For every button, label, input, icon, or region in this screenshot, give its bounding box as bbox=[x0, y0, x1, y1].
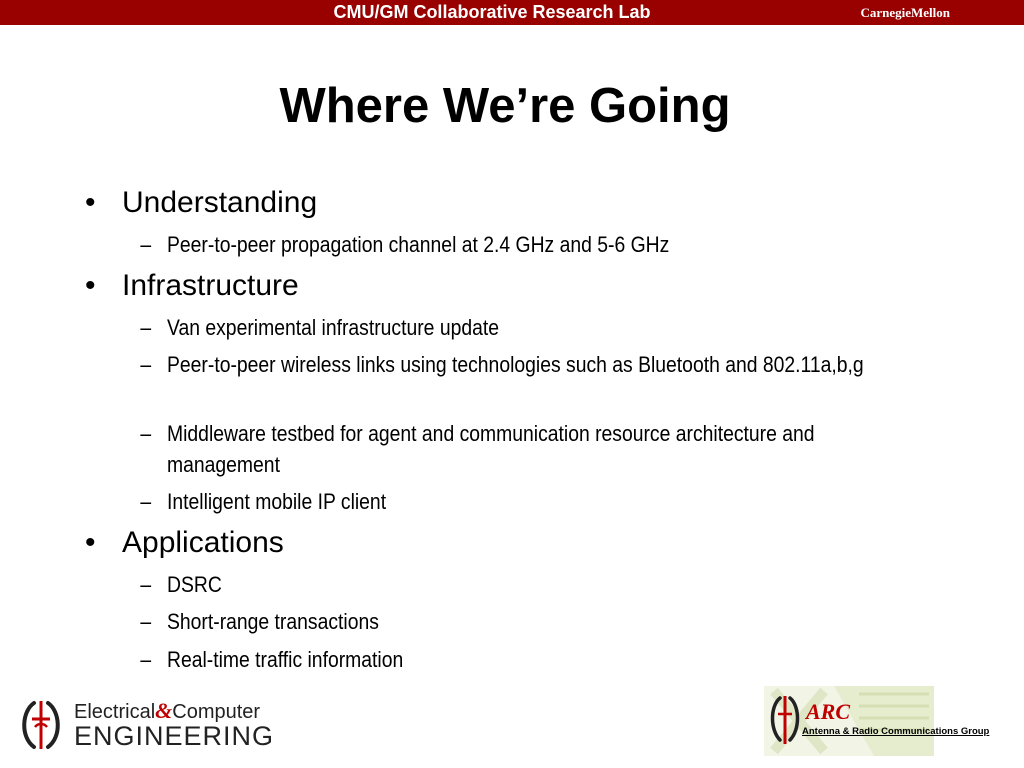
sub-bullet bbox=[140, 312, 500, 343]
sub-bullet bbox=[140, 606, 379, 637]
sub-bullet bbox=[140, 644, 404, 675]
bullet-mark: • bbox=[85, 526, 96, 559]
sub-bullet bbox=[140, 349, 898, 380]
dash-mark: – bbox=[140, 489, 152, 514]
sub-bullet-text: Real-time traffic information bbox=[167, 647, 404, 672]
sub-bullet bbox=[140, 418, 898, 480]
sub-bullet-text: DSRC bbox=[167, 572, 222, 597]
dash-mark: – bbox=[140, 315, 152, 340]
bullet-applications bbox=[85, 526, 284, 560]
ece-emblem-icon bbox=[14, 697, 68, 753]
bullet-infrastructure bbox=[85, 269, 299, 303]
bullet-mark: • bbox=[85, 186, 96, 219]
sub-bullet-text: Short-range transactions bbox=[167, 609, 379, 634]
dash-mark: – bbox=[140, 609, 152, 634]
arc-logo bbox=[764, 686, 990, 756]
slide-title: Where We’re Going bbox=[279, 79, 731, 133]
sub-bullet-text: Peer-to-peer wireless links using technologies such as Bluetooth and 802.11a,b,g bbox=[167, 352, 864, 377]
bullet-label: Understanding bbox=[122, 186, 318, 219]
sub-bullet-text: Van experimental infrastructure update bbox=[167, 315, 500, 340]
ece-ampersand: & bbox=[155, 698, 173, 723]
ece-logo-line1 bbox=[74, 700, 260, 723]
dash-mark: – bbox=[140, 572, 152, 597]
header-title: CMU/GM Collaborative Research Lab bbox=[333, 2, 651, 22]
arc-emblem-icon bbox=[768, 694, 802, 746]
arc-wordmark: ARC bbox=[806, 699, 851, 724]
sub-bullet-text: Peer-to-peer propagation channel at 2.4 GHz and 5-6 GHz bbox=[167, 232, 670, 257]
sub-bullet-text: Middleware testbed for agent and communication resource architecture and management bbox=[167, 421, 815, 477]
dash-mark: – bbox=[140, 232, 152, 257]
sub-bullet bbox=[140, 486, 387, 517]
sub-bullet bbox=[140, 229, 670, 260]
sub-bullet-text: Intelligent mobile IP client bbox=[167, 489, 387, 514]
carnegie-mellon-wordmark: CarnegieMellon bbox=[860, 5, 950, 20]
bullet-understanding bbox=[85, 186, 318, 220]
dash-mark: – bbox=[140, 352, 152, 377]
ece-logo bbox=[14, 697, 275, 753]
header-bar bbox=[0, 0, 1024, 25]
bullet-label: Infrastructure bbox=[122, 269, 299, 302]
ece-logo-line2: ENGINEERING bbox=[74, 721, 275, 751]
dash-mark: – bbox=[140, 647, 152, 672]
arc-subtitle: Antenna & Radio Communications Group bbox=[802, 726, 990, 737]
ece-word-computer: Computer bbox=[172, 701, 261, 723]
sub-bullet bbox=[140, 569, 222, 600]
bullet-mark: • bbox=[85, 269, 96, 302]
bullet-label: Applications bbox=[122, 526, 284, 559]
ece-word-electrical: Electrical bbox=[74, 701, 156, 723]
dash-mark: – bbox=[140, 421, 152, 446]
